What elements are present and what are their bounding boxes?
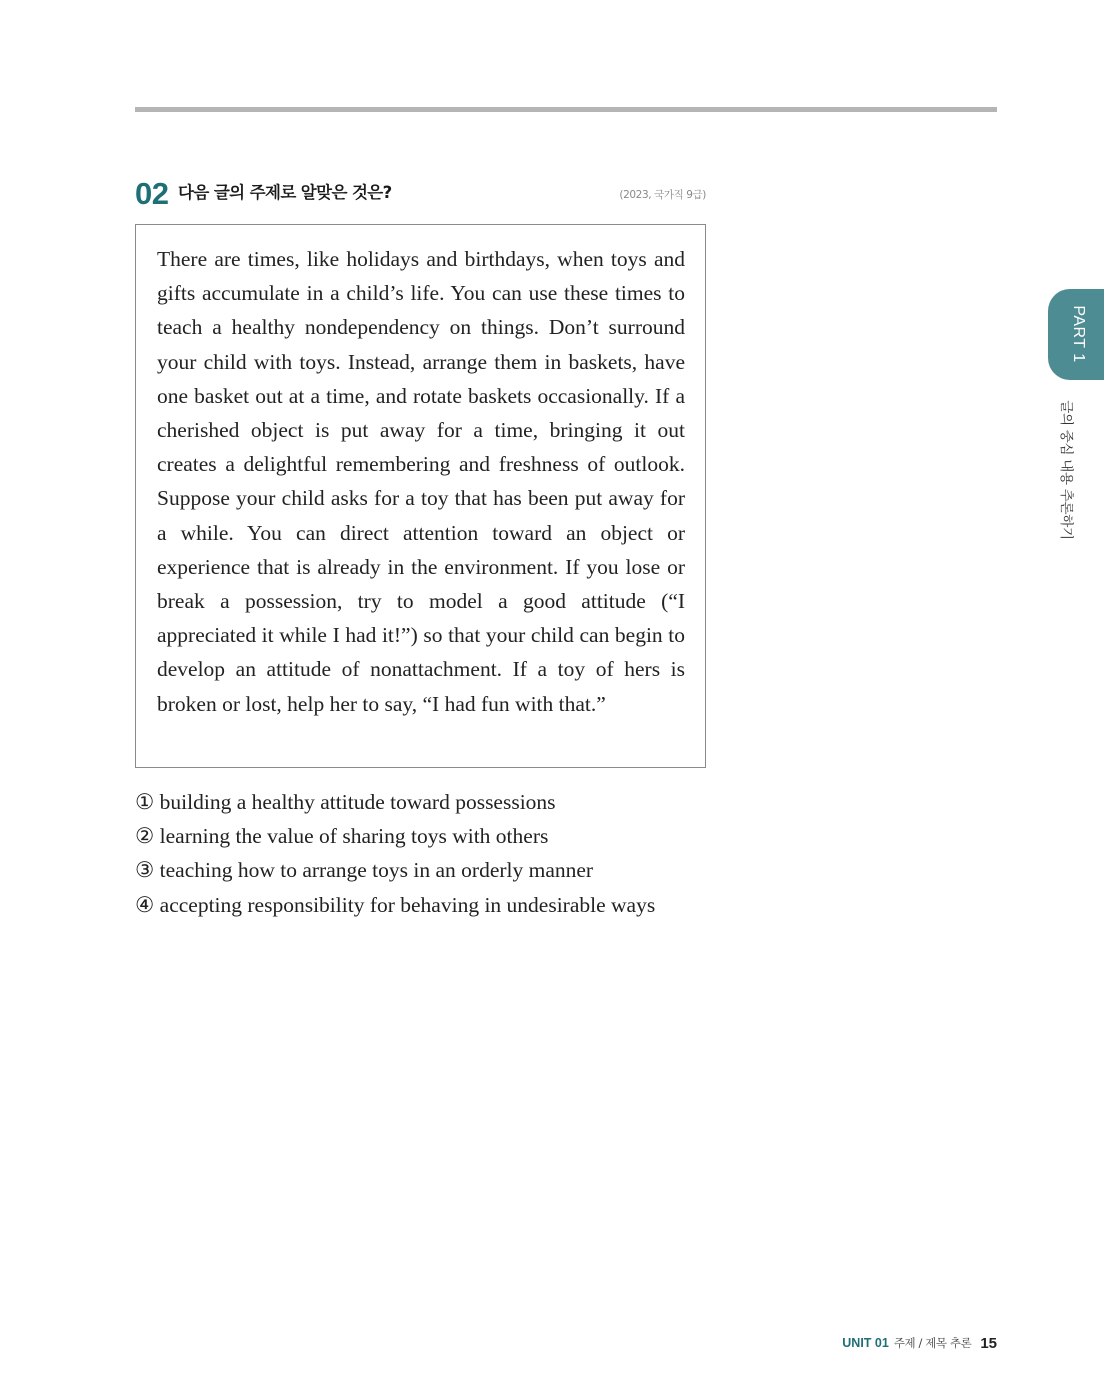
- passage-text: There are times, like holidays and birthdays, when toys and gifts accumulate in a child’s life. You can use these times to teach a healthy nondependency on things. Don’t surround your child with toys. Instead, arrange them in baskets, have one basket out at a time, and rotate baskets occasionally. If a cherished object is put away for a time, bringing it out creates a delightful remembering and freshness of outlook. Suppose your child asks for a toy that has been put away for a while. You can direct attention toward an object or experience that is already in the environment. If you lose or break a possession, try to model a good attitude (“I appreciated it while I had it!”) so that your child can begin to develop an attitude of nonattachment. If a toy of hers is broken or lost, help her to say, “I had fun with that.”: [157, 247, 685, 716]
- choice-1[interactable]: ① building a healthy attitude toward possessions: [135, 790, 556, 814]
- part-tab: [1048, 289, 1104, 380]
- part-tab-label: PART 1: [1070, 305, 1087, 363]
- answer-choices: [135, 785, 735, 922]
- question-number: 02: [135, 176, 169, 211]
- page-number: 15: [980, 1334, 997, 1352]
- choice-2[interactable]: ② learning the value of sharing toys with others: [135, 824, 549, 849]
- page-footer: [842, 1331, 997, 1355]
- choice-3[interactable]: ③ teaching how to arrange toys in an orderly manner: [135, 858, 594, 883]
- question-source: (2023, 국가직 9급): [619, 189, 706, 201]
- choice-4[interactable]: ④ accepting responsibility for behaving in undesirable ways: [135, 892, 656, 917]
- question-header: [135, 174, 706, 214]
- section-caption: 글의 중심 내용 추론하기: [1058, 400, 1074, 540]
- top-divider: [135, 107, 997, 112]
- footer-topic: 주제 / 제목 추론: [893, 1336, 972, 1350]
- footer-unit: UNIT 01: [842, 1336, 889, 1350]
- passage-box: [135, 224, 706, 768]
- question-prompt: 다음 글의 주제로 알맞은 것은?: [178, 183, 392, 202]
